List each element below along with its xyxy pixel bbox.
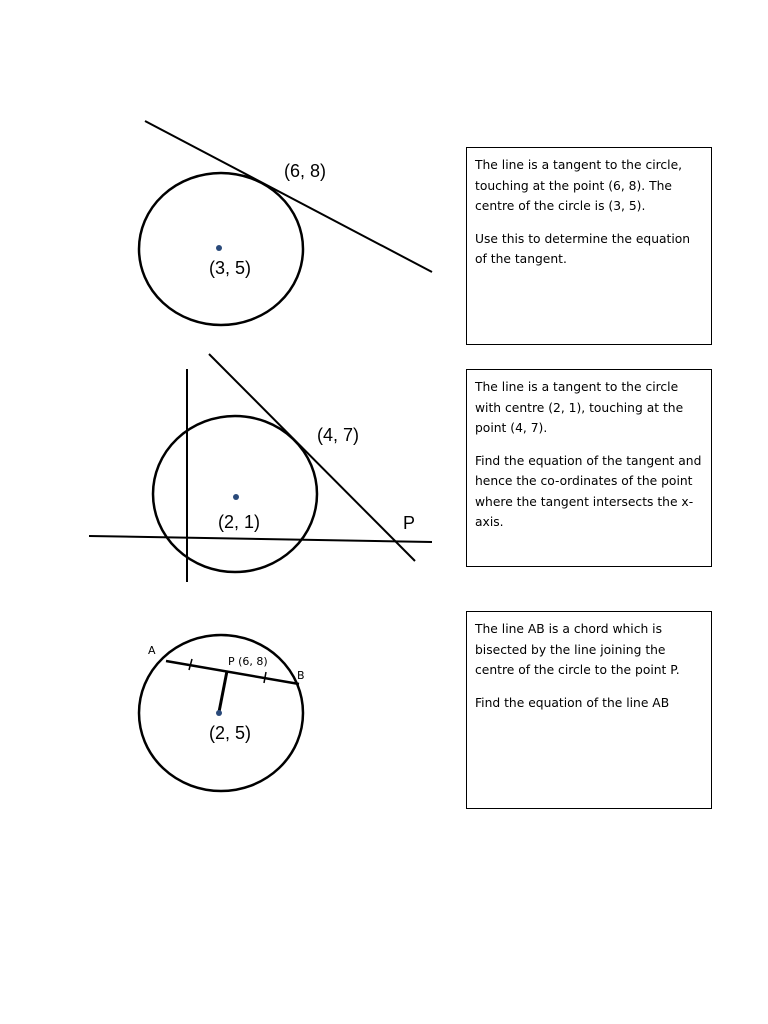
centre-label-3: (2, 5) xyxy=(209,723,252,743)
tick-mark-right xyxy=(264,672,266,683)
tangent-point-label-2: (4, 7) xyxy=(317,425,360,445)
tangent-line-1 xyxy=(145,121,432,272)
question-2-text-2: Find the equation of the tangent and hence the co-ordinates of the point where the tangent intersects the x-axis. xyxy=(475,453,702,529)
circle-2 xyxy=(153,416,317,572)
point-a-label: A xyxy=(148,644,156,657)
centre-dot-1 xyxy=(216,245,222,251)
tangent-point-label-1: (6, 8) xyxy=(284,161,327,181)
diagram-3 xyxy=(139,635,305,791)
question-box-3 xyxy=(466,611,712,809)
centre-dot-3 xyxy=(216,710,222,716)
midpoint-label: P (6, 8) xyxy=(228,655,268,668)
question-1-text-2: Use this to determine the equation of the tangent. xyxy=(475,231,691,266)
bisector-segment xyxy=(219,671,227,712)
question-2-text-1: The line is a tangent to the circle with centre (2, 1), touching at the point (4, 7). xyxy=(475,380,684,435)
question-box-2 xyxy=(466,369,712,567)
diagram-2 xyxy=(89,354,432,582)
centre-label-2: (2, 1) xyxy=(218,512,261,532)
question-1-text-1: The line is a tangent to the circle, touching at the point (6, 8). The centre of the circle is (3, 5). xyxy=(475,158,683,213)
question-3-text-2: Find the equation of the line AB xyxy=(475,695,670,710)
question-3-text-1: The line AB is a chord which is bisected by the line joining the centre of the circle to the point P. xyxy=(475,622,680,677)
question-box-1 xyxy=(466,147,712,345)
x-axis-line xyxy=(89,536,432,542)
diagram-1 xyxy=(139,121,432,325)
intersection-label-p: P xyxy=(403,513,416,533)
point-b-label: B xyxy=(297,669,305,682)
centre-dot-2 xyxy=(233,494,239,500)
centre-label-1: (3, 5) xyxy=(209,258,252,278)
